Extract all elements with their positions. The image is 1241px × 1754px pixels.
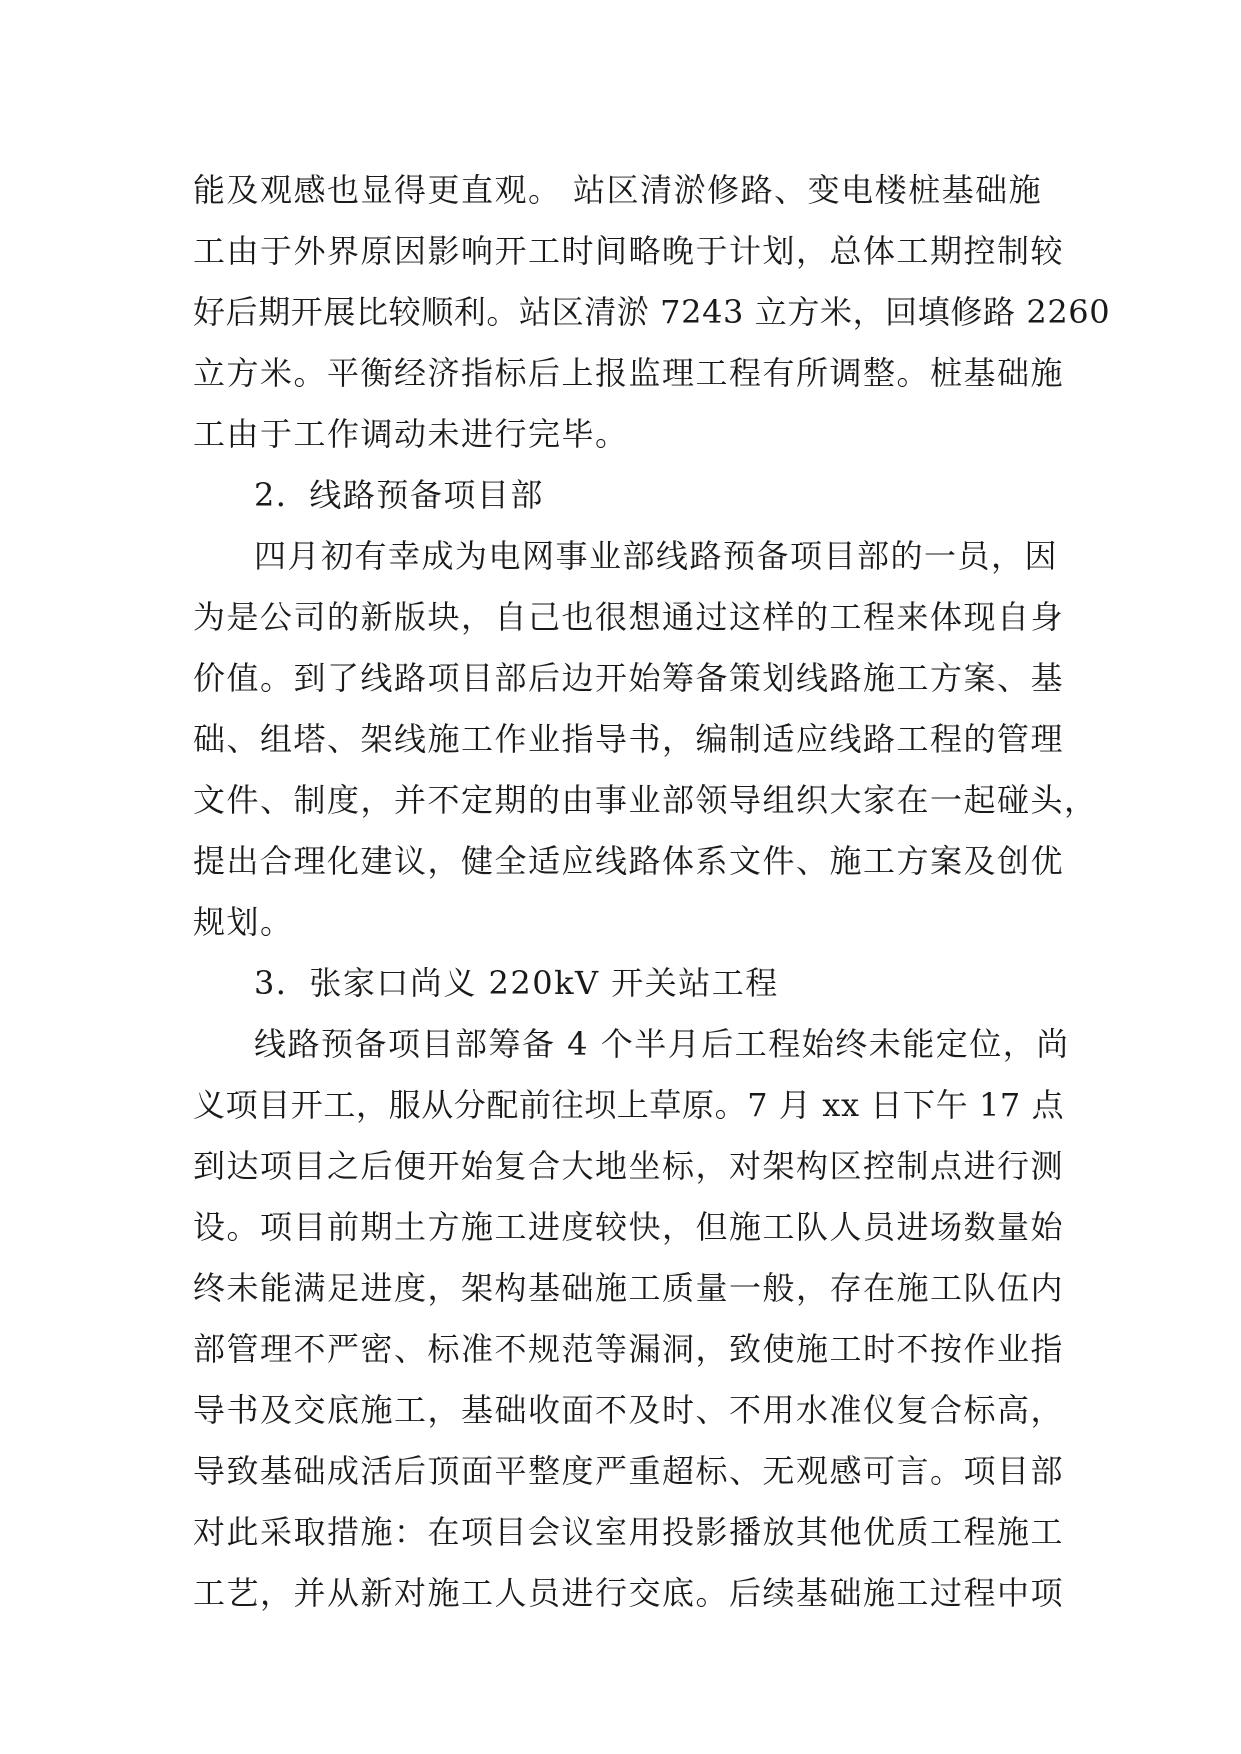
text-line: 文件、制度，并不定期的由事业部领导组织大家在一起碰头， [193,781,1098,819]
text-line: 导致基础成活后顶面平整度严重超标、无观感可言。项目部 [193,1452,1065,1490]
text-line: 规划。 [193,903,294,941]
text-line: 立方米。平衡经济指标后上报监理工程有所调整。桩基础施 [193,354,1065,392]
text-line: 部管理不严密、标准不规范等漏洞，致使施工时不按作业指 [193,1330,1065,1368]
text-line: 础、组塔、架线施工作业指导书，编制适应线路工程的管理 [193,720,1065,758]
text-line: 线路预备项目部筹备 4 个半月后工程始终未能定位，尚 [254,1025,1070,1063]
text-line: 工艺，并从新对施工人员进行交底。后续基础施工过程中项 [193,1574,1065,1612]
text-line: 能及观感也显得更直观。 站区清淤修路、变电楼桩基础施 [193,171,1043,209]
text-line: 终未能满足进度，架构基础施工质量一般，存在施工队伍内 [193,1269,1065,1307]
text-line: 好后期开展比较顺利。站区清淤 7243 立方米，回填修路 2260 [193,293,1111,331]
section-heading: 3．张家口尚义 220kV 开关站工程 [254,964,779,1002]
text-line: 到达项目之后便开始复合大地坐标，对架构区控制点进行测 [193,1147,1065,1185]
text-line: 工由于外界原因影响开工时间略晚于计划，总体工期控制较 [193,232,1065,270]
text-line: 设。项目前期土方施工进度较快，但施工队人员进场数量始 [193,1208,1065,1246]
text-line: 为是公司的新版块，自己也很想通过这样的工程来体现自身 [193,598,1065,636]
text-line: 提出合理化建议，健全适应线路体系文件、施工方案及创优 [193,842,1065,880]
text-line: 义项目开工，服从分配前往坝上草原。7 月 xx 日下午 17 点 [193,1086,1065,1124]
text-line: 对此采取措施：在项目会议室用投影播放其他优质工程施工 [193,1513,1065,1551]
text-line: 导书及交底施工，基础收面不及时、不用水准仪复合标高， [193,1391,1065,1429]
text-line: 价值。到了线路项目部后边开始筹备策划线路施工方案、基 [193,659,1065,697]
text-line: 工由于工作调动未进行完毕。 [193,415,629,453]
section-heading: 2．线路预备项目部 [254,476,544,514]
text-line: 四月初有幸成为电网事业部线路预备项目部的一员，因 [254,537,1059,575]
body-text [193,160,1111,1624]
